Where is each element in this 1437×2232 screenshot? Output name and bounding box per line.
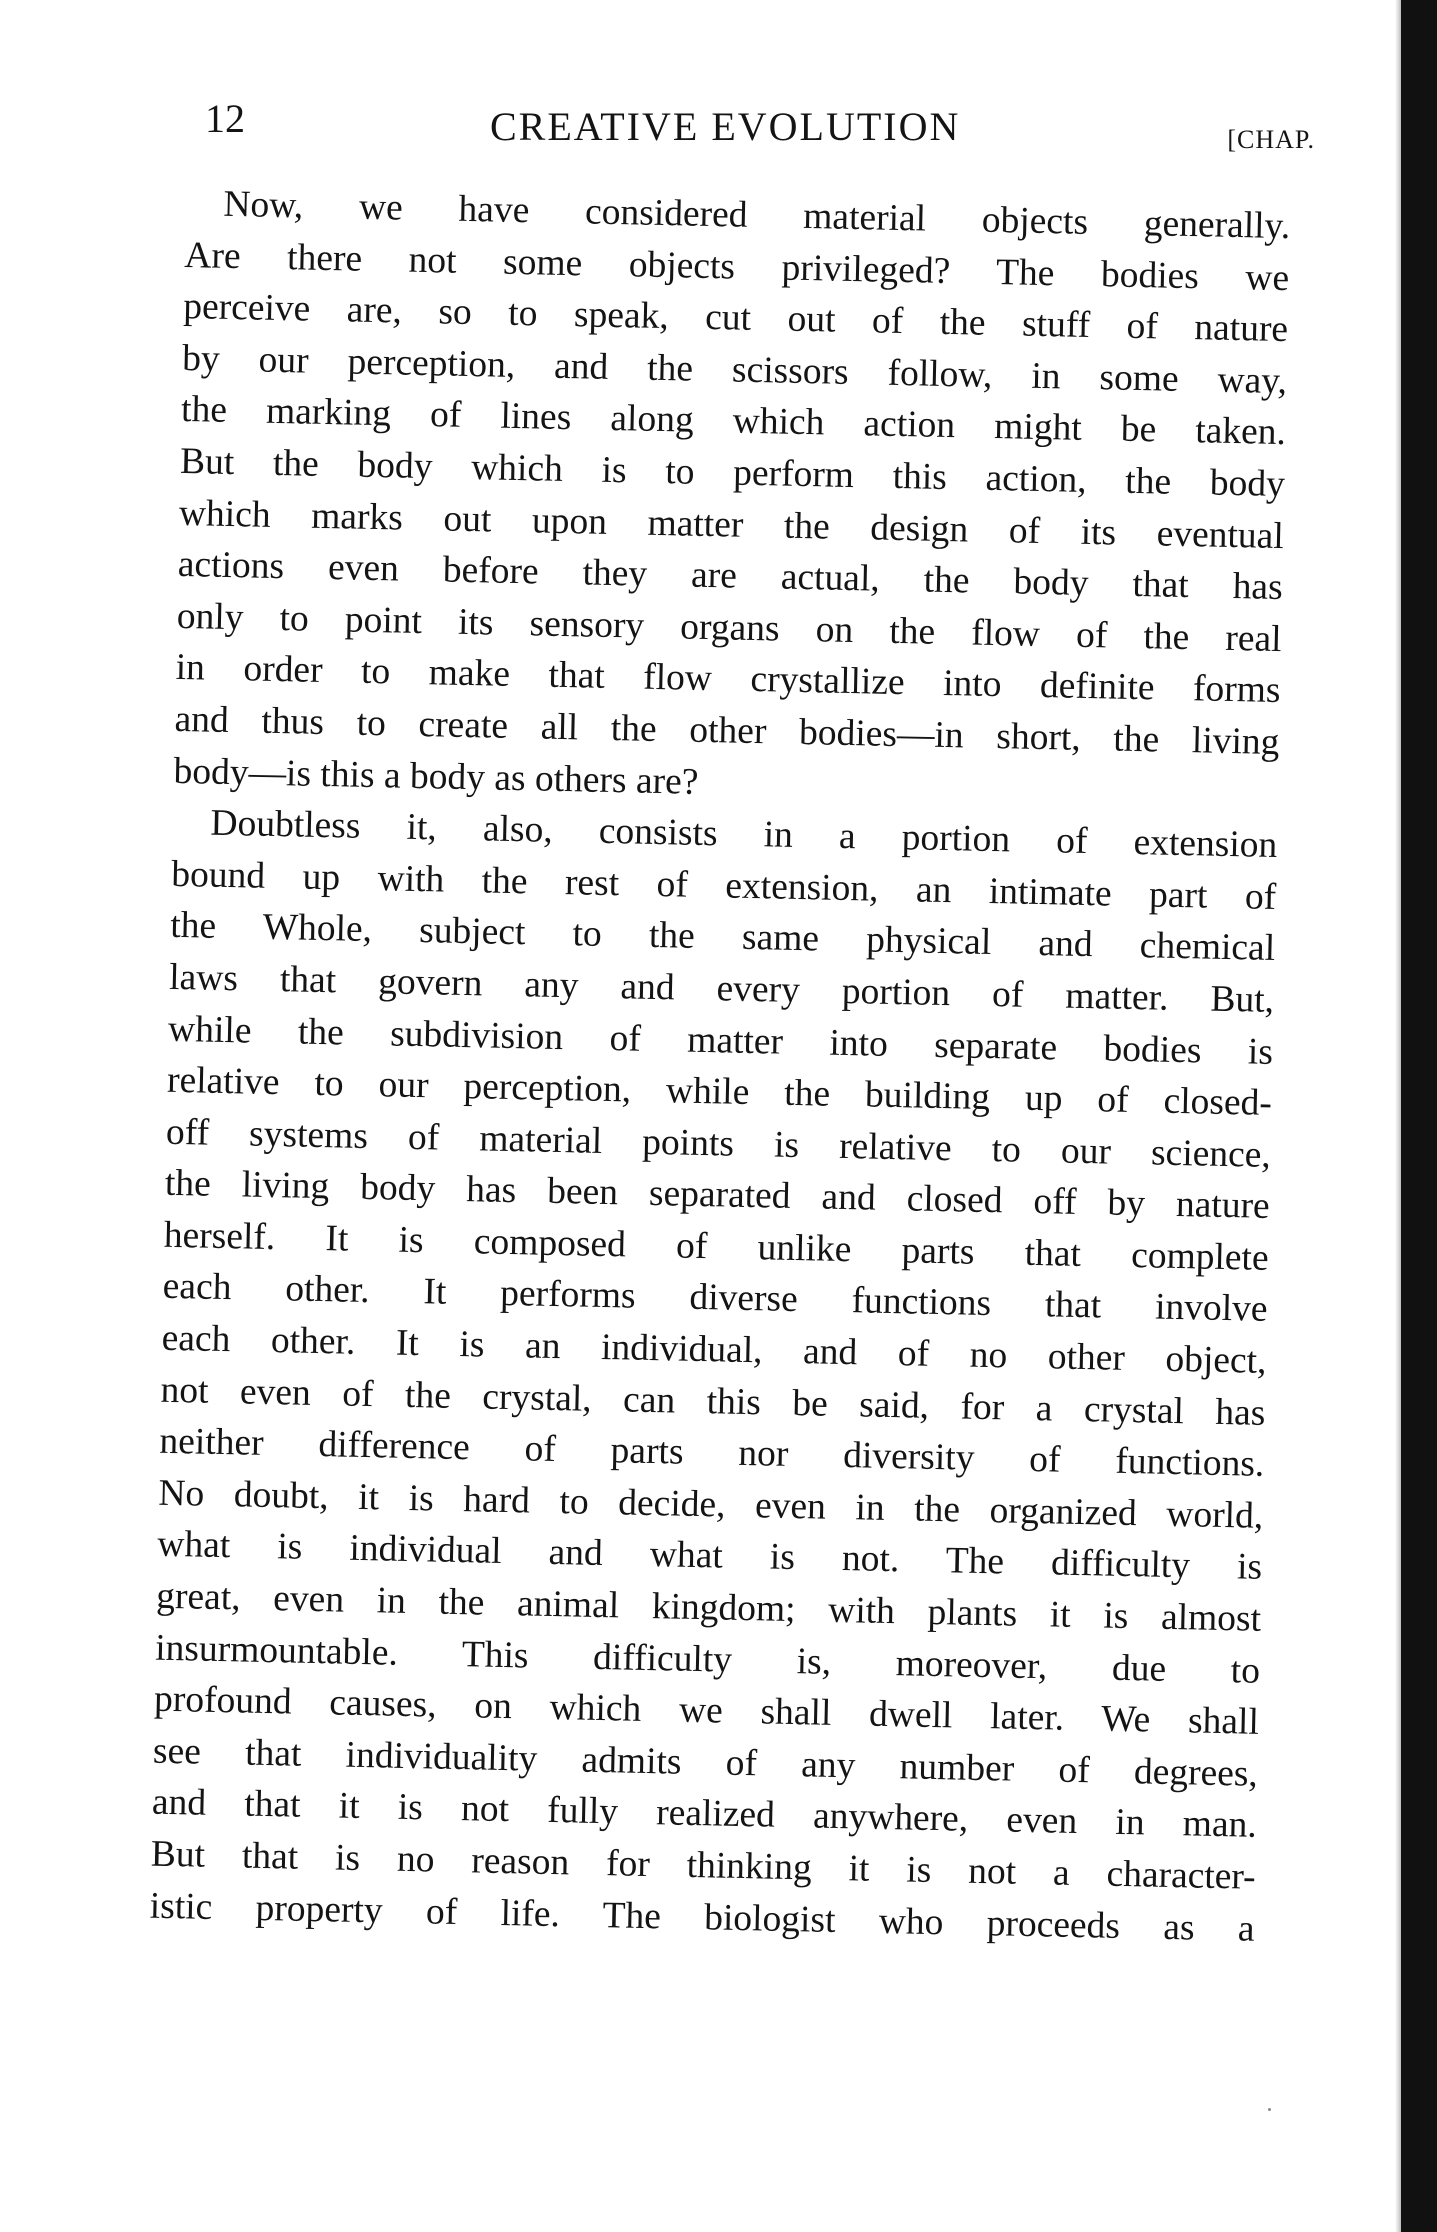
body-text bbox=[149, 178, 1290, 1955]
text-line: Are there not some objects privileged? The bodies we bbox=[183, 234, 1290, 299]
text-line: the living body has been separated and closed off by nature bbox=[164, 1163, 1271, 1228]
text-line: off systems of material points is relative to our science, bbox=[165, 1111, 1272, 1176]
text-line: body—is this a body as others are? bbox=[173, 750, 699, 803]
text-line: in order to make that flow crystallize into definite forms bbox=[175, 647, 1281, 712]
text-line: the marking of lines along which action might be taken. bbox=[180, 389, 1287, 454]
text-line: and thus to create all the other bodies—in short, the living bbox=[174, 698, 1280, 763]
text-line: bound up with the rest of extension, an intimate part of bbox=[170, 853, 1277, 918]
page-edge-binding bbox=[1401, 0, 1437, 2232]
text-line: the Whole, subject to the same physical and chemical bbox=[169, 905, 1276, 970]
text-line: while the subdivision of matter into separate bodies is bbox=[167, 1008, 1274, 1073]
chapter-mark: [CHAP. bbox=[1227, 125, 1315, 154]
text-line: only to point its sensory organs on the flow of the real bbox=[176, 595, 1283, 660]
paragraph-2 bbox=[149, 797, 1278, 1955]
text-line: by our perception, and the scissors follow, in some way, bbox=[181, 337, 1288, 402]
text-line: which marks out upon matter the design of its eventual bbox=[178, 492, 1285, 557]
text-line: what is individual and what is not. The difficulty is bbox=[156, 1524, 1263, 1589]
text-line: herself. It is composed of unlike parts that complete bbox=[163, 1214, 1270, 1279]
text-line: But the body which is to perform this action, the body bbox=[179, 440, 1286, 506]
text-line: No doubt, it is hard to decide, even in the organized world, bbox=[158, 1472, 1264, 1537]
text-line: and that it is not fully realized anywhere, even in man. bbox=[151, 1782, 1258, 1847]
text-line: relative to our perception, while the building up of closed- bbox=[166, 1059, 1273, 1125]
text-line: neither difference of parts nor diversity of functions. bbox=[159, 1420, 1265, 1486]
text-line: Doubtless it, also, consists in a portion of extension bbox=[210, 802, 1278, 867]
text-line: actions even before they are actual, the body that has bbox=[177, 544, 1284, 609]
text-line: not even of the crystal, can this be said, for a crystal has bbox=[160, 1369, 1266, 1434]
text-line: great, even in the animal kingdom; with plants it is almost bbox=[155, 1575, 1262, 1640]
text-line: insurmountable. This difficulty is, moreover, due to bbox=[154, 1627, 1261, 1692]
text-line: profound causes, on which we shall dwell later. We shall bbox=[153, 1678, 1260, 1744]
text-line: perceive are, so to speak, cut out of the stuff of nature bbox=[182, 286, 1289, 351]
text-line: But that is no reason for thinking it is not a character- bbox=[150, 1833, 1257, 1898]
text-line: see that individuality admits of any number of degrees, bbox=[152, 1730, 1259, 1795]
text-line: each other. It is an individual, and of no other object, bbox=[161, 1317, 1267, 1382]
page-header bbox=[205, 95, 1315, 155]
text-line: Now, we have considered material objects generally. bbox=[223, 183, 1291, 248]
text-line: laws that govern any and every portion of matter. But, bbox=[168, 956, 1275, 1021]
page-number: 12 bbox=[205, 96, 245, 141]
paper-speck bbox=[1268, 2108, 1271, 2111]
running-title: CREATIVE EVOLUTION bbox=[490, 104, 961, 149]
text-line: istic property of life. The biologist who proceeds as a bbox=[149, 1885, 1255, 1950]
text-line: each other. It performs diverse functions that involve bbox=[162, 1266, 1268, 1331]
paragraph-1 bbox=[173, 178, 1291, 820]
